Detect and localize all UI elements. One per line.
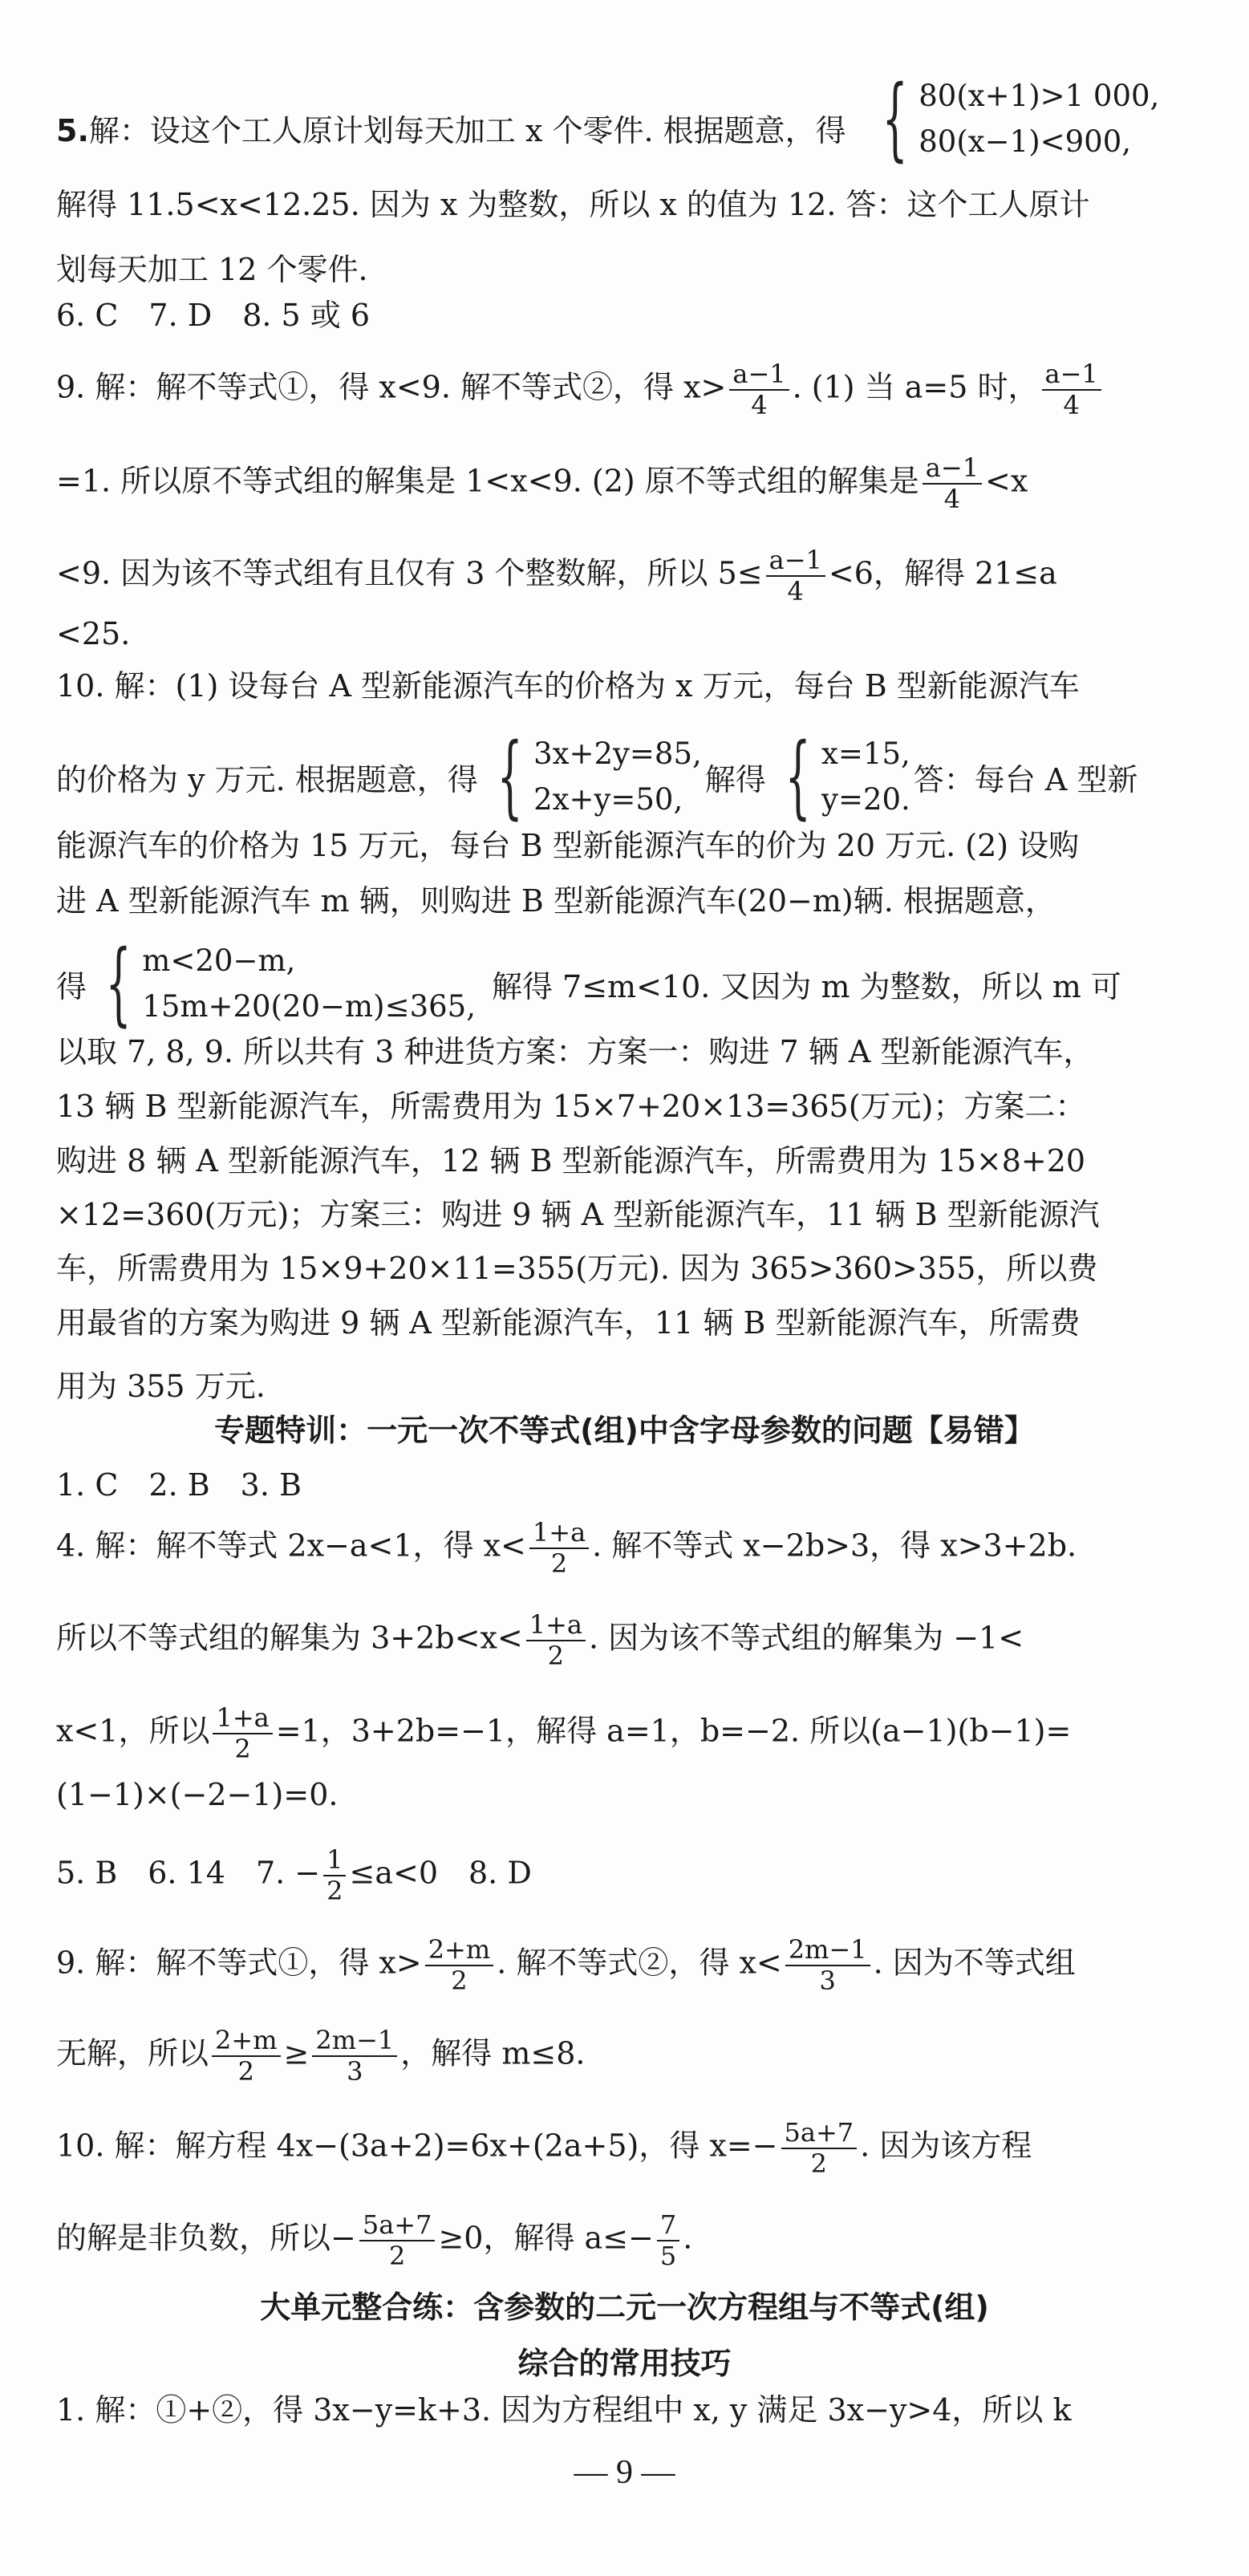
section-heading-2-sub: 综合的常用技巧: [517, 2346, 732, 2381]
q10-line-1: 10. 解：解方程 4x−(3a+2)=6x+(2a+5)，得 x=− $\frac{5a+7}{2}$ . 因为该方程: [56, 2117, 1032, 2179]
problem-9-line-4: <25.: [56, 616, 131, 651]
q4-line-4: (1−1)×(−2−1)=0.: [56, 1777, 339, 1812]
problem-10-line-3: 能源汽车的价格为 15 万元，每台 B 型新能源汽车的价为 20 万元. (2) 设购: [56, 828, 1080, 863]
problem-10-line-10: 车，所需费用为 15×9+20×11=355(万元). 因为 365>360>355，所以费: [56, 1251, 1098, 1286]
answers-1-3: 1. C 2. B 3. B: [56, 1467, 302, 1503]
q9-line-1: 9. 解：解不等式①，得 x> $\frac{2+m}{2}$ . 解不等式②，得 x< $\frac{2m-1}{3}$ . 因为不等式组: [56, 1934, 1076, 1996]
q4-line-2: 所以不等式组的解集为 3+2b<x< $\frac{1+a}{2}$ . 因为该不等式组的解集为 −1<: [56, 1609, 1024, 1671]
problem-9-line-2: =1. 所以原不等式组的解集是 1<x<9. (2) 原不等式组的解集是 $\frac{a-1}{4}$ <x: [56, 452, 1028, 514]
q4-line-3: x<1，所以 $\frac{1+a}{2}$ =1，3+2b=−1，解得 a=1，b=−2. 所以(a−1)(b−1)=: [56, 1702, 1072, 1764]
answers-6-8: 6. C 7. D 8. 5 或 6: [56, 298, 371, 333]
problem-5-line-1: 5.解：设这个工人原计划每天加工 x 个零件. 根据题意，得: [56, 113, 846, 148]
problem-10-line-11: 用最省的方案为购进 9 辆 A 型新能源汽车，11 辆 B 型新能源汽车，所需费: [56, 1305, 1081, 1341]
problem-10-line-4: 进 A 型新能源汽车 m 辆，则购进 B 型新能源汽车(20−m)辆. 根据题意，: [56, 883, 1056, 919]
problem-10-line-2: 的价格为 y 万元. 根据题意，得 { 3x+2y=85, 2x+y=50, 解得 { x=15, y=20. 答：每台 A 型新: [56, 724, 1138, 829]
section-heading-1: 专题特训：一元一次不等式(组)中含字母参数的问题【易错】: [214, 1413, 1035, 1448]
problem-10-line-6: 以取 7, 8, 9. 所以共有 3 种进货方案：方案一：购进 7 辆 A 型新能源汽车，: [56, 1034, 1094, 1069]
problem-10-line-5: 得 { m<20−m, 15m+20(20−m)≤365, 解得 7≤m<10. 又因为 m 为整数，所以 m 可: [56, 931, 1121, 1036]
problem-9-line-3: <9. 因为该不等式组有且仅有 3 个整数解，所以 5≤ $\frac{a-1}{4}$ <6，解得 21≤a: [56, 545, 1057, 606]
problem-5-line-2: 解得 11.5<x<12.25. 因为 x 为整数，所以 x 的值为 12. 答：这个工人原计: [56, 187, 1090, 222]
problem-10-line-12: 用为 355 万元.: [56, 1369, 266, 1404]
problem-10-line-9: ×12=360(万元)；方案三：购进 9 辆 A 型新能源汽车，11 辆 B 型新能源汽: [56, 1197, 1100, 1232]
q4-line-1: 4. 解：解不等式 2x−a<1，得 x< $\frac{1+a}{2}$ . 解不等式 x−2b>3，得 x>3+2b.: [56, 1517, 1077, 1579]
problem-10-line-1: 10. 解：(1) 设每台 A 型新能源汽车的价格为 x 万元，每台 B 型新能源汽车: [56, 668, 1080, 704]
q9-line-2: 无解，所以 $\frac{2+m}{2}$ ≥ $\frac{2m-1}{3}$ ，解得 m≤8.: [56, 2025, 586, 2087]
problem-10-line-8: 购进 8 辆 A 型新能源汽车，12 辆 B 型新能源汽车，所需费用为 15×8+20: [56, 1143, 1086, 1178]
problem-9-line-1: 9. 解：解不等式①，得 x<9. 解不等式②，得 x> $\frac{a-1}{4}$ . (1) 当 a=5 时， $\frac{a-1}{4}$: [56, 359, 1105, 420]
problem-5-line-3: 划每天加工 12 个零件.: [56, 252, 368, 287]
r1-line-1: 1. 解：①+②，得 3x−y=k+3. 因为方程组中 x, y 满足 3x−y>4，所以 k: [56, 2392, 1072, 2428]
problem-5-system: { 80(x+1)>1 000, 80(x−1)<900,: [882, 67, 1160, 171]
page-number: — 9 —: [574, 2454, 675, 2491]
q10-line-2: 的解是非负数，所以− $\frac{5a+7}{2}$ ≥0，解得 a≤− $\frac{7}{5}$ .: [56, 2209, 693, 2271]
answers-5-8: 5. B 6. 14 7. − $\frac{1}{2}$ ≤a<0 8. D: [56, 1844, 532, 1906]
problem-10-line-7: 13 辆 B 型新能源汽车，所需费用为 15×7+20×13=365(万元)；方案二：: [56, 1089, 1086, 1124]
section-heading-2: 大单元整合练：含参数的二元一次方程组与不等式(组): [260, 2290, 989, 2325]
